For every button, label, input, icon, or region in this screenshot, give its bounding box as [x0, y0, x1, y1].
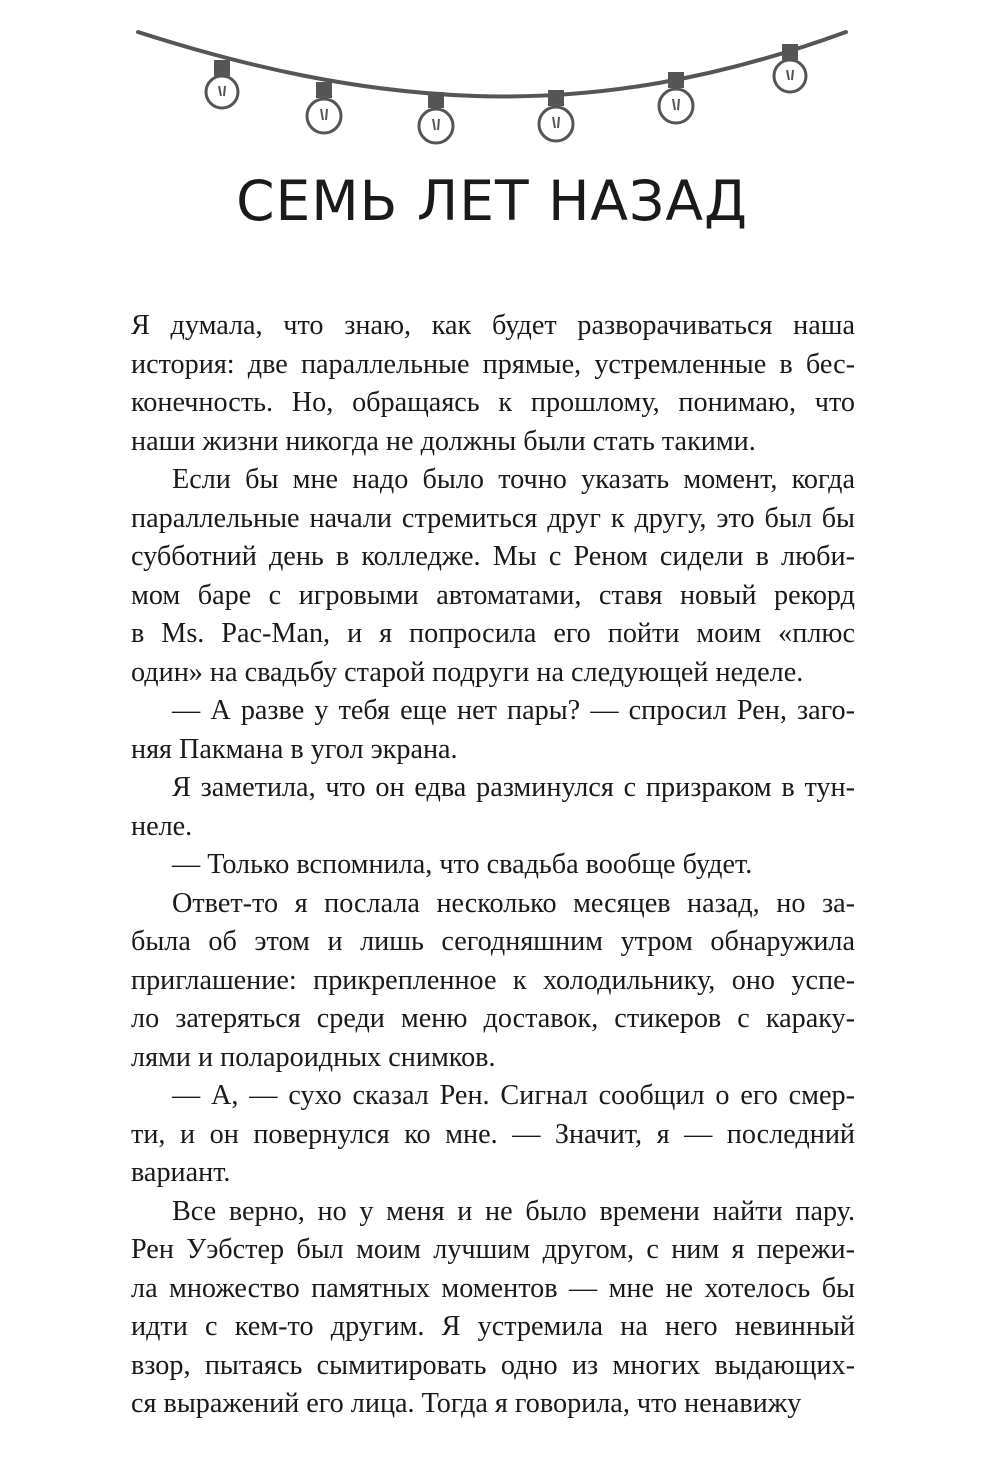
string-lights-icon [130, 20, 860, 170]
text-line: Если бы мне надо было точно указать момент, когда [172, 464, 855, 495]
text-line: один» на свадьбу старой подруги на следующей неделе. [131, 656, 804, 688]
text-line: Все верно, но у меня и не было времени найти пару. [172, 1195, 855, 1227]
text-line: — Только вспомнила, что свадьба вообще будет. [172, 849, 753, 880]
text-line: неле. [131, 810, 193, 842]
text-line: — А разве у тебя еще нет пары? — спросил Рен, заго- [172, 695, 855, 726]
text-line: взор, пытаясь сымитировать одно из многих выдающих- [131, 1349, 855, 1381]
paragraph [131, 1193, 855, 1424]
text-line: субботний день в колледже. Мы с Реном сидели в люби- [131, 541, 855, 572]
text-line: вариант. [131, 1157, 231, 1188]
paragraph [131, 885, 855, 1078]
paragraph [131, 307, 855, 461]
paragraph [131, 846, 855, 885]
text-line: история: две параллельные прямые, устремленные в бес- [131, 348, 855, 380]
paragraph [131, 1077, 855, 1193]
text-line: Ответ-то я послала несколько месяцев назад, но за- [172, 887, 855, 919]
text-line: параллельные начали стремиться друг к другу, это был бы [131, 502, 855, 534]
text-line: Рен Уэбстер был моим лучшим другом, с ним я пережи- [131, 1234, 855, 1265]
paragraph [131, 692, 855, 769]
paragraph [131, 769, 855, 846]
text-line: няя Пакмана в угол экрана. [131, 733, 458, 765]
text-line: Я заметила, что он едва разминулся с призраком в тун- [172, 772, 855, 803]
text-line: ло затеряться среди меню доставок, стикеров с караку- [131, 1003, 855, 1034]
text-line: мом баре с игровыми автоматами, ставя новый рекорд [131, 579, 855, 611]
text-line: в Ms. Pac-Man, и я попросила его пойти моим «плюс [131, 618, 855, 649]
text-line: Я думала, что знаю, как будет разворачиваться наша [131, 310, 855, 341]
text-line: ти, и он повернулся ко мне. — Значит, я — последний [131, 1118, 855, 1150]
text-line: конечность. Но, обращаясь к прошлому, понимаю, что [131, 387, 855, 418]
text-line: наши жизни никогда не должны были стать такими. [131, 425, 756, 457]
text-line: приглашение: прикрепленное к холодильнику, оно успе- [131, 964, 855, 996]
text-line: была об этом и лишь сегодняшним утром обнаружила [131, 926, 855, 957]
chapter-title: СЕМЬ ЛЕТ НАЗАД [236, 169, 748, 233]
text-line: ла множество памятных моментов — мне не хотелось бы [131, 1272, 855, 1304]
text-line: идти с кем-то другим. Я устремила на него невинный [131, 1311, 855, 1342]
text-line: лями и полароидных снимков. [131, 1041, 496, 1073]
text-line: — А, — сухо сказал Рен. Сигнал сообщил о его смер- [172, 1080, 855, 1111]
text-line: ся выражений его лица. Тогда я говорила, что ненавижу [131, 1388, 802, 1419]
paragraph [131, 461, 855, 692]
body-text [131, 307, 855, 1424]
